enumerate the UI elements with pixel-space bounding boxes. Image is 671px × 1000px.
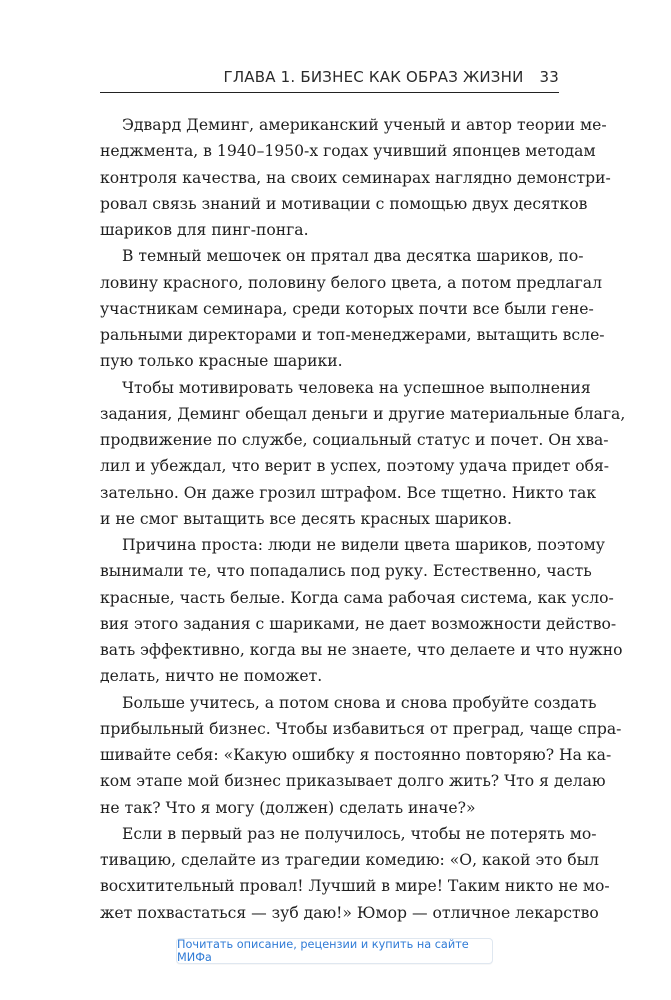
text-line: участникам семинара, среди которых почти все были гене- bbox=[100, 299, 594, 318]
text-line: вынимали те, что попадались под руку. Естественно, часть bbox=[100, 562, 592, 581]
text-line: жет похвастаться — зуб даю!» Юмор — отличное лекарство bbox=[100, 903, 599, 922]
text-line: Причина проста: люди не видели цвета шариков, поэтому bbox=[122, 536, 605, 554]
text-line: задания, Деминг обещал деньги и другие материальные блага, bbox=[100, 404, 626, 423]
text-line: Эдвард Деминг, американский ученый и автор теории ме- bbox=[122, 116, 607, 134]
paragraph-2 bbox=[100, 243, 605, 374]
text-line: Больше учитесь, а потом снова и снова пробуйте создать bbox=[122, 693, 597, 712]
text-line: Чтобы мотивировать человека на успешное выполнения bbox=[122, 378, 591, 397]
text-line: вать эффективно, когда вы не знаете, что делаете и что нужно bbox=[100, 641, 623, 659]
text-line: пую только красные шарики. bbox=[100, 352, 343, 371]
paragraph-6 bbox=[100, 821, 610, 926]
page-body bbox=[100, 112, 626, 926]
text-line: и не смог вытащить все десять красных шариков. bbox=[100, 509, 512, 528]
paragraph-1 bbox=[100, 112, 611, 243]
text-line: прибыльный бизнес. Чтобы избавиться от преград, чаще спра- bbox=[100, 719, 622, 738]
text-line: Если в первый раз не получилось, чтобы не потерять мо- bbox=[122, 824, 597, 843]
paragraph-4 bbox=[100, 532, 623, 690]
text-line: красные, часть белые. Когда сама рабочая система, как усло- bbox=[100, 588, 614, 607]
buy-book-link[interactable]: Почитать описание, рецензии и купить на сайте МИФа bbox=[176, 938, 493, 964]
text-line: ком этапе мой бизнес приказывает долго жить? Что я делаю bbox=[100, 772, 606, 791]
text-line: не так? Что я могу (должен) сделать иначе?» bbox=[100, 798, 476, 817]
text-line: продвижение по службе, социальный статус и почет. Он хва- bbox=[100, 431, 609, 449]
text-line: ловину красного, половину белого цвета, а потом предлагал bbox=[100, 273, 602, 292]
text-line: шивайте себя: «Какую ошибку я постоянно повторяю? На ка- bbox=[100, 746, 612, 764]
text-line: контроля качества, на своих семинарах наглядно демонстри- bbox=[100, 168, 611, 187]
paragraph-3 bbox=[100, 375, 626, 533]
text-line: лил и убеждал, что верит в успех, поэтому удача придет обя- bbox=[100, 457, 610, 476]
text-line: восхитительный провал! Лучший в мире! Таким никто не мо- bbox=[100, 877, 610, 896]
text-line: зательно. Он даже грозил штрафом. Все тщетно. Никто так bbox=[100, 483, 597, 502]
text-line: неджмента, в 1940–1950-х годах учивший японцев методам bbox=[100, 142, 596, 161]
paragraph-5 bbox=[100, 690, 622, 821]
chapter-title: ГЛАВА 1. БИЗНЕС КАК ОБРАЗ ЖИЗНИ bbox=[223, 68, 524, 86]
text-line: ральными директорами и топ-менеджерами, вытащить всле- bbox=[100, 326, 605, 344]
running-header bbox=[100, 62, 559, 93]
text-line: шариков для пинг-понга. bbox=[100, 221, 309, 239]
text-line: В темный мешочек он прятал два десятка шариков, по- bbox=[122, 247, 584, 266]
text-line: ровал связь знаний и мотивации с помощью двух десятков bbox=[100, 194, 588, 213]
text-line: вия этого задания с шариками, не дает возможности действо- bbox=[100, 614, 617, 633]
text-line: делать, ничто не поможет. bbox=[100, 667, 323, 686]
page-number: 33 bbox=[539, 68, 559, 86]
text-line: тивацию, сделайте из трагедии комедию: «О, какой это был bbox=[100, 851, 599, 869]
